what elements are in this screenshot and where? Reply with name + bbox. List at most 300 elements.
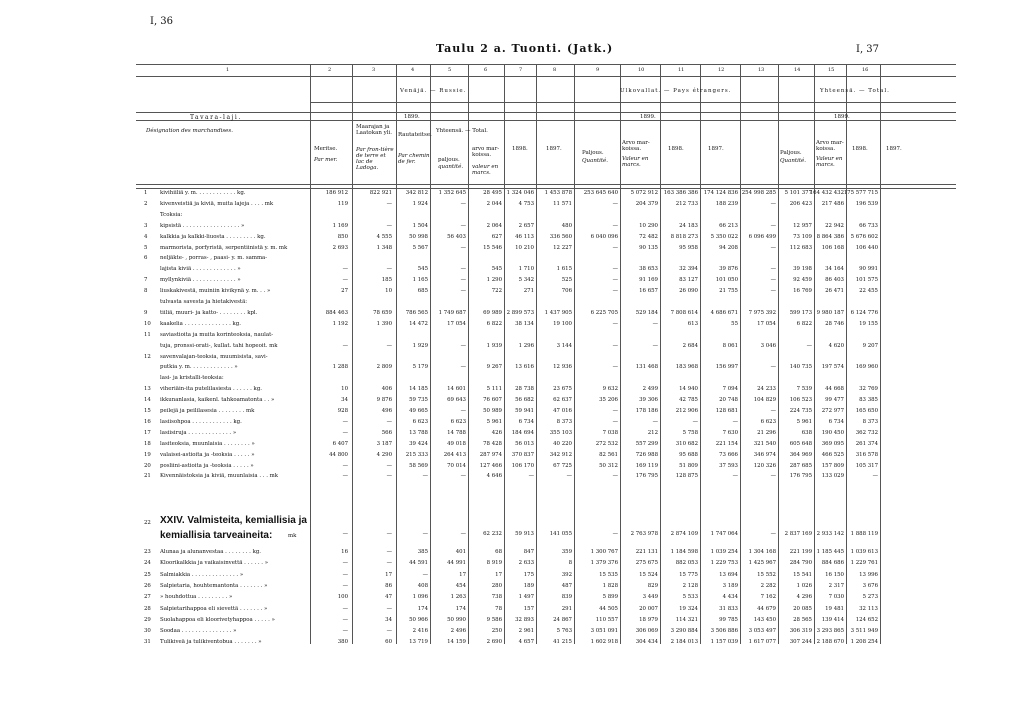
cell-value: — [342,473,348,480]
year-header-1: 1899. [404,114,420,120]
cell-value: 1 192 [332,320,348,327]
hdr-1897a: 1897. [546,146,562,152]
hdr-quantite2: Quantité. [582,158,609,164]
cell-value: — [342,605,348,612]
cell-value: 408 [417,582,428,589]
row-number: 23 [144,549,151,555]
cell-value: 1 929 [412,342,428,349]
cell-value: 1 165 [412,277,428,284]
cell-value: 685 [417,288,428,295]
cell-value: 169 119 [635,462,658,469]
cell-value: 28 746 [825,320,844,327]
cell-value: 39 198 [793,266,812,273]
row-number: 8 [144,288,148,295]
hdr-paljous2: Paljous. [582,150,604,156]
cell-value: 401 [455,549,466,555]
cell-value: — [460,531,466,537]
cell-value: — [342,418,348,425]
row-label: saviastioita ja muita korinteoksia, naulat- [160,331,274,338]
cell-value: — [386,560,392,567]
cell-value: 157 [523,605,534,612]
cell-value: 26 471 [825,288,844,295]
hdr-arvo3: Arvo mar-koissa. [816,140,844,152]
cell-value: 1 379 376 [590,560,618,567]
row-number: 28 [144,605,151,612]
cell-value: 1 026 [796,582,812,589]
cell-value: — [770,364,776,371]
cell-value: 6 734 [828,418,844,425]
cell-value: — [612,277,618,284]
colnum: 6 [484,67,488,73]
row-number: 31 [144,639,151,646]
row-number: 24 [144,560,151,567]
cell-value: 78 659 [373,309,392,316]
cell-value: 6 407 [332,440,348,447]
cell-value: 1 615 [556,266,572,273]
row-label: lasi- ja kristalli-teoksia: [160,375,224,382]
cell-value: 50 989 [483,408,502,414]
cell-value: 7 162 [760,594,776,601]
cell-value: 16 657 [639,288,658,295]
cell-value: 37 593 [719,462,738,469]
cell-value: 9 980 187 [816,309,844,316]
cell-value: 14 601 [447,386,466,393]
cell-value: 3 144 [556,342,572,349]
cell-value: 1 888 119 [850,531,878,537]
colnum: 7 [519,67,523,73]
cell-value: — [386,200,392,207]
cell-value: 8 373 [556,418,572,425]
cell-value: 20 007 [639,605,658,612]
cell-value: 176 795 [635,473,658,480]
cell-value: — [770,288,776,295]
cell-value: 56 682 [515,397,534,404]
cell-value: — [460,288,466,295]
cell-value: 706 [561,288,572,295]
year-header-3: 1899. [834,114,850,120]
cell-value: 529 184 [635,309,658,316]
cell-value: 454 [455,582,466,589]
cell-value: 49 018 [447,440,466,447]
row-number: 20 [144,462,151,469]
cell-value: — [342,266,348,273]
row-number: 26 [144,582,151,589]
cell-value: — [342,342,348,349]
cell-value: 1 437 905 [544,309,572,316]
cell-value: 94 208 [719,244,738,251]
cell-value: — [386,473,392,480]
cell-value: 1 304 168 [748,549,776,555]
cell-value: 4 290 [376,451,392,458]
cell-value: 104 829 [753,397,776,404]
cell-value: 14 185 [409,386,428,393]
cell-value: 28 738 [515,386,534,393]
cell-value: 174 124 836 [703,190,738,196]
cell-value: 73 109 [793,233,812,240]
section-unit: mk [288,533,297,539]
cell-value: 13 694 [719,571,738,578]
cell-value: — [460,244,466,251]
right-page-number: I, 37 [856,44,880,55]
cell-value: — [386,462,392,469]
cell-value: 738 [491,594,502,601]
cell-value: 306 069 [635,628,658,635]
cell-value: 215 333 [405,451,428,458]
cell-value: 44 591 [409,560,428,567]
cell-value: 15 546 [483,244,502,251]
cell-value: 78 [495,605,502,612]
cell-value: 272 532 [595,440,618,447]
cell-value: 20 748 [719,397,738,404]
cell-value: 164 432 432 [809,190,844,196]
cell-value: 67 725 [553,462,572,469]
cell-value: 7 808 614 [670,309,698,316]
cell-value: 60 [385,639,392,646]
cell-value: 86 403 [825,277,844,284]
cell-value: 627 [491,233,502,240]
row-label: kalkkia ja kalkki-liuosta . . . . . . . . . kg. [160,233,266,240]
cell-value: 47 016 [553,408,572,414]
row-label: lasiisohpoa . . . . . . . . . . . . kg. [160,418,242,425]
colnum: 13 [758,67,765,73]
cell-value: 275 675 [635,560,658,567]
row-label: tulvasta savesta ja hietakivestä: [160,299,248,305]
cell-value: — [612,266,618,273]
cell-value: 44 800 [329,451,348,458]
cell-value: 217 486 [821,200,844,207]
row-label: ikkunanlasia, kaikenl. tahkoamatonta . . » [160,397,275,404]
row-label: viheriäin-ita putelilasiesta . . . . . . kg. [160,386,262,393]
cell-value: 212 733 [675,200,698,207]
cell-value: 7 539 [796,386,812,393]
cell-value: 141 055 [549,531,572,537]
cell-value: 12 227 [553,244,572,251]
cell-value: 4 555 [376,233,392,240]
cell-value: — [460,342,466,349]
cell-value: 4 620 [828,342,844,349]
hdr-1898a: 1898. [512,146,528,152]
row-label: » houhdottua . . . . . . . . . » [160,594,233,601]
cell-value: 5 342 [518,277,534,284]
cell-value: 261 374 [855,440,878,447]
row-number: 18 [144,440,151,447]
row-label: putkia y. m. . . . . . . . . . . . . » [160,364,238,371]
cell-value: — [460,408,466,414]
cell-value: 5 567 [412,244,428,251]
row-label: kipsistä . . . . . . . . . . . . . . . . . » [160,222,245,229]
cell-value: — [342,462,348,469]
cell-value: 310 682 [675,440,698,447]
cell-value: 253 645 640 [583,190,618,196]
cell-value: 2 496 [450,628,466,635]
hdr-valeur3: Valeur en marcs. [816,156,843,168]
cell-value: 163 386 386 [663,190,698,196]
cell-value: 6 623 [450,418,466,425]
group-header-yhteensa: Yhteensä. — Total. [820,88,890,94]
hdr-par-front: Par fron-tière de terre et lac de Ladoga. [356,147,394,171]
cell-value: 174 [455,605,466,612]
cell-value: 26 090 [679,288,698,295]
hdr-1898b: 1898. [668,146,684,152]
cell-value: 95 958 [679,244,698,251]
cell-value: 22 455 [859,288,878,295]
cell-value: 566 [381,429,392,436]
cell-value: 1 497 [518,594,534,601]
cell-value: 10 210 [515,244,534,251]
colnum: 3 [372,67,376,73]
cell-value: 2 874 109 [670,531,698,537]
hdr-par-mer: Par mer. [314,157,338,163]
cell-value: 2 933 142 [816,531,844,537]
cell-value: 1 288 [332,364,348,371]
col1-title: Tavara-laji. [190,114,242,121]
row-number: 19 [144,451,151,458]
cell-value: 3 506 886 [710,628,738,635]
cell-value: — [612,222,618,229]
colnum: 4 [411,67,415,73]
cell-value: 4 753 [518,200,534,207]
cell-value: 190 450 [821,429,844,436]
cell-value: 850 [337,233,348,240]
cell-value: 6 822 [486,320,502,327]
row-number: 12 [144,353,151,360]
hdr-quantite3: Quantité. [780,158,807,164]
cell-value: 1 749 687 [438,309,466,316]
cell-value: — [386,628,392,635]
cell-value: 32 394 [679,266,698,273]
cell-value: 31 833 [719,605,738,612]
cell-value: — [422,571,428,578]
cell-value: 178 186 [635,408,658,414]
row-number: 10 [144,320,151,327]
cell-value: 1 300 767 [590,549,618,555]
cell-value: 380 [337,639,348,646]
cell-value: 44 668 [825,386,844,393]
cell-value: 3 053 497 [748,628,776,635]
col1-subtitle: Désignation des marchandises. [146,128,234,134]
cell-value: 1 157 039 [710,639,738,646]
cell-value: 346 974 [753,451,776,458]
cell-value: 2 899 573 [506,309,534,316]
cell-value: 114 321 [675,616,698,623]
cell-value: — [652,418,658,425]
cell-value: 1 453 878 [544,190,572,196]
cell-value: 3 046 [760,342,776,349]
cell-value: 362 732 [855,429,878,436]
cell-value: — [386,342,392,349]
hdr-quantite: quantité. [438,164,464,170]
cell-value: 2 657 [518,222,534,229]
cell-value: 3 051 091 [590,628,618,635]
cell-value: — [386,531,392,537]
cell-value: 9 267 [486,364,502,371]
cell-value: 6 040 096 [590,233,618,240]
row-label: myllynkiviä . . . . . . . . . . . . . » [160,277,241,284]
cell-value: 15 524 [639,571,658,578]
cell-value: 35 206 [599,397,618,404]
row-label: neljäkte- , porras- , paasi- y. m. samma- [160,255,268,262]
cell-value: 17 [385,571,392,578]
cell-value: — [342,429,348,436]
colnum: 14 [794,67,801,73]
cell-value: — [770,200,776,207]
cell-value: 62 232 [483,531,502,537]
cell-value: 157 809 [821,462,844,469]
row-label: kaakelia . . . . . . . . . . . . . . kg. [160,320,241,327]
cell-value: 106 523 [789,397,812,404]
row-label: valaisei-astioita ja -teoksia . . . . . » [160,451,255,458]
cell-value: 4 657 [518,639,534,646]
cell-value: 5 961 [486,418,502,425]
hdr-1898c: 1898. [852,146,868,152]
cell-value: 66 733 [859,222,878,229]
cell-value: 829 [647,582,658,589]
cell-value: 106 440 [855,244,878,251]
hdr-par-chemin: Par chemin de fer. [398,153,430,165]
row-number: 29 [144,616,151,623]
cell-value: 7 094 [722,386,738,393]
cell-value: 1 169 [332,222,348,229]
cell-value: — [386,266,392,273]
cell-value: — [770,473,776,480]
cell-value: 59 735 [409,397,428,404]
cell-value: 2 690 [486,639,502,646]
cell-value: 1 039 613 [850,549,878,555]
cell-value: 51 809 [679,462,698,469]
cell-value: 1 263 [450,594,466,601]
row-label: kivihiiliä y. m. . . . . . . . . . . . kg. [160,190,246,196]
cell-value: 884 463 [325,309,348,316]
cell-value: — [460,277,466,284]
cell-value: 5 758 [682,429,698,436]
cell-value: 204 379 [635,200,658,207]
cell-value: 119 [337,200,348,207]
cell-value: 6 822 [796,320,812,327]
cell-value: 726 988 [635,451,658,458]
cell-value: 69 643 [447,397,466,404]
cell-value: 7 975 392 [748,309,776,316]
cell-value: 3 449 [642,594,658,601]
left-page-number: I, 36 [150,16,174,27]
cell-value: 44 505 [599,605,618,612]
cell-value: 321 540 [753,440,776,447]
hdr-maarajan: Maarajan ja Laatokan yli. [356,124,393,136]
cell-value: 1 296 [518,342,534,349]
cell-value: 2 837 169 [784,531,812,537]
cell-value: 50 998 [409,233,428,240]
colnum: 9 [596,67,600,73]
row-number: 30 [144,628,151,635]
cell-value: 1 617 077 [748,639,776,646]
cell-value: 39 424 [409,440,428,447]
cell-value: 38 653 [639,266,658,273]
cell-value: 9 586 [486,616,502,623]
cell-value: 174 [417,605,428,612]
row-number: 22 [144,520,151,526]
hdr-paljous3: Paljous. [780,150,802,156]
row-number: 13 [144,386,151,393]
hdr-1897b: 1897. [708,146,724,152]
cell-value: 156 997 [715,364,738,371]
cell-value: 271 [523,288,534,295]
cell-value: 287 685 [789,462,812,469]
cell-value: 306 319 [789,628,812,635]
cell-value: — [612,473,618,480]
cell-value: 5 350 022 [710,233,738,240]
cell-value: 2 809 [376,364,392,371]
cell-value: 3 293 865 [816,628,844,635]
hdr-paljous: paljous. [438,157,460,163]
cell-value: 287 974 [479,451,502,458]
cell-value: 27 [341,288,348,295]
cell-value: 6 734 [518,418,534,425]
cell-value: 599 173 [789,309,812,316]
row-label: lasiisiruja . . . . . . . . . . . . . » [160,429,237,436]
cell-value: 1 710 [518,266,534,273]
cell-value: 1 096 [412,594,428,601]
hdr-yhteensa-total: Yhteensä. — Total. [436,128,488,134]
cell-value: 55 [731,320,738,327]
cell-value: — [386,222,392,229]
cell-value: 250 [491,628,502,635]
cell-value: — [386,605,392,612]
cell-value: — [770,277,776,284]
cell-value: — [692,418,698,425]
cell-value: 496 [381,408,392,414]
cell-value: 822 921 [369,190,392,196]
cell-value: 127 466 [479,462,502,469]
cell-value: — [612,244,618,251]
cell-value: 21 296 [757,429,776,436]
cell-value: 120 326 [753,462,776,469]
cell-value: 638 [801,429,812,436]
cell-value: 342 812 [405,190,428,196]
row-number: 2 [144,200,148,207]
hdr-arvo: arvo mar-koissa. [472,146,500,158]
cell-value: 14 472 [409,320,428,327]
cell-value: 2 684 [682,342,698,349]
cell-value: 44 991 [447,560,466,567]
cell-value: 8 373 [862,418,878,425]
cell-value: 70 014 [447,462,466,469]
cell-value: 307 244 [789,639,812,646]
cell-value: 9 876 [376,397,392,404]
cell-value: — [386,549,392,555]
colnum: 2 [328,67,332,73]
cell-value: 41 215 [553,639,572,646]
cell-value: 68 [495,549,502,555]
row-number: 6 [144,255,148,262]
cell-value: 106 170 [511,462,534,469]
cell-value: 39 306 [639,397,658,404]
cell-value: 5 961 [796,418,812,425]
cell-value: 72 482 [639,233,658,240]
row-label: Salpietaria, houhtemantonta . . . . . . . » [160,582,268,589]
cell-value: 197 574 [821,364,844,371]
cell-value: 8 061 [722,342,738,349]
colnum: 10 [638,67,645,73]
cell-value: 370 837 [511,451,534,458]
cell-value: 14 940 [679,386,698,393]
row-number: 7 [144,277,148,284]
cell-value: 1 504 [412,222,428,229]
cell-value: 605 648 [789,440,812,447]
section-title: XXIV. Valmisteita, kemiallisia ja [160,515,307,526]
section-title-2: kemiallisia tarveaineita: [160,530,273,541]
cell-value: 1 229 753 [710,560,738,567]
cell-value: 385 [417,549,428,555]
cell-value: 4 686 671 [710,309,738,316]
